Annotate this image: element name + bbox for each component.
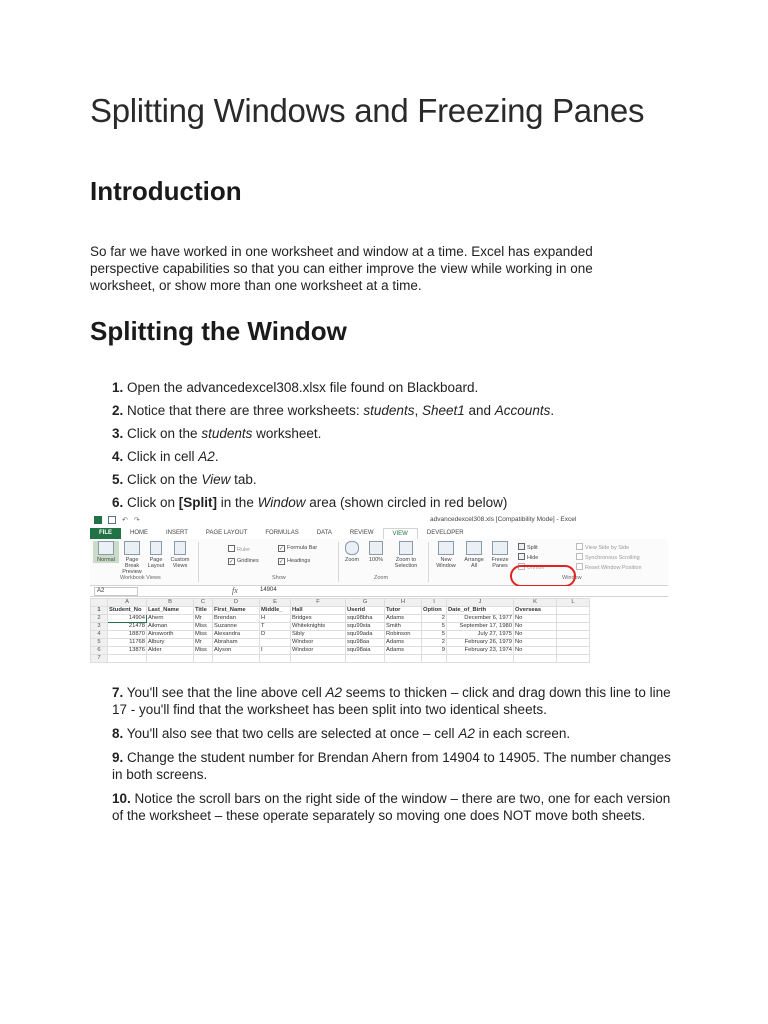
custom-views-button[interactable]: Custom Views [168, 541, 192, 569]
cell[interactable] [291, 655, 346, 663]
cell[interactable]: Alexandra [213, 631, 260, 639]
cell[interactable]: 5 [422, 623, 447, 631]
cell[interactable]: Last_Name [147, 607, 194, 615]
tab-view[interactable]: VIEW [383, 528, 418, 540]
formula-input[interactable]: 14904 [260, 587, 277, 593]
tab-review[interactable]: REVIEW [349, 530, 374, 536]
cell[interactable]: 2 [422, 639, 447, 647]
cell[interactable]: 21478 [108, 623, 147, 631]
tab-insert[interactable]: INSERT [166, 530, 188, 536]
cell[interactable]: Userid [346, 607, 385, 615]
cell[interactable]: Abraham [213, 639, 260, 647]
cell[interactable]: Adams [385, 647, 422, 655]
column-header[interactable]: G [346, 599, 385, 607]
cell[interactable]: Date_of_Birth [447, 607, 514, 615]
step-4: 4. Click in cell A2. [112, 449, 219, 464]
page-break-button[interactable]: Page Break Preview [120, 541, 144, 575]
table-row: 5 11768 Albury Mr Abraham Windsor squ98aa Adams 2 February 26, 1979 No [91, 639, 590, 647]
cell[interactable]: squ99sta [346, 623, 385, 631]
split-heading: Splitting the Window [90, 316, 347, 346]
cell[interactable]: Ainsworth [147, 631, 194, 639]
fx-icon[interactable]: fx [232, 586, 238, 595]
cell[interactable]: Brendan [213, 615, 260, 623]
cell[interactable]: Smith [385, 623, 422, 631]
cell[interactable]: Alyson [213, 647, 260, 655]
cell[interactable]: December 6, 1977 [447, 615, 514, 623]
column-header[interactable]: L [557, 599, 590, 607]
cell[interactable]: Miss [194, 647, 213, 655]
column-header[interactable]: E [260, 599, 291, 607]
reset-position-button[interactable]: Reset Window Position [576, 563, 642, 571]
cell[interactable] [260, 655, 291, 663]
unhide-button[interactable]: Unhide [518, 563, 544, 571]
cell[interactable] [447, 655, 514, 663]
steps-list-a [112, 380, 692, 518]
table-row: 4 18870 Ainsworth Miss Alexandra D Sibly squ99ada Robinson 5 July 27, 1975 No [91, 631, 590, 639]
zoom-selection-icon [399, 541, 413, 555]
spreadsheet-grid [90, 598, 590, 663]
cell[interactable]: Miss [194, 631, 213, 639]
ruler-checkbox[interactable]: Ruler [228, 545, 250, 553]
cell[interactable]: squ98aia [346, 647, 385, 655]
cell[interactable]: February 26, 1979 [447, 639, 514, 647]
column-headers [91, 599, 590, 607]
intro-heading: Introduction [90, 176, 242, 206]
step-3: 3. Click on the students worksheet. [112, 426, 322, 441]
undo-icon[interactable]: ↶ [122, 517, 128, 524]
cell[interactable]: Mr [194, 615, 213, 623]
cell[interactable] [147, 655, 194, 663]
table-row: 1 Student_No Last_Name Title First_Name Middle_ Hall Userid Tutor Option Date_of_Birth Overseas [91, 607, 590, 615]
excel-titlebar [90, 514, 668, 528]
cell[interactable]: Mr [194, 639, 213, 647]
headings-checkbox[interactable]: ✓ Headings [279, 558, 311, 565]
cell[interactable]: Adams [385, 615, 422, 623]
split-highlight-circle [510, 565, 576, 587]
step-5: 5. Click on the View tab. [112, 472, 257, 487]
cell[interactable]: September 17, 1980 [447, 623, 514, 631]
normal-view-button[interactable]: Normal [93, 541, 119, 563]
cell[interactable]: Bridges [291, 615, 346, 623]
cell[interactable]: Tutor [385, 607, 422, 615]
hide-button[interactable]: Hide [518, 553, 538, 561]
page-layout-icon [150, 541, 162, 555]
step-7: 7. You'll see that the line above cell A2 seems to thicken – click and drag down this line to line 17 - you'll find that the worksheet has been split into two identical sheets. [112, 685, 671, 717]
cell[interactable]: No [514, 647, 557, 655]
group-zoom: Zoom [374, 575, 389, 581]
cell[interactable] [422, 655, 447, 663]
zoom-100-button[interactable]: 100% [366, 541, 386, 563]
cell[interactable]: July 27, 1975 [447, 631, 514, 639]
cell[interactable]: 9 [422, 647, 447, 655]
formula-bar [90, 586, 668, 597]
cell[interactable]: 13876 [108, 647, 147, 655]
cell[interactable] [557, 639, 590, 647]
cell[interactable]: Windsor [291, 647, 346, 655]
column-header[interactable]: F [291, 599, 346, 607]
cell[interactable]: Option [422, 607, 447, 615]
normal-view-icon [98, 541, 114, 555]
cell[interactable]: Miss [194, 623, 213, 631]
cell[interactable]: Student_No [108, 607, 147, 615]
magnifier-icon [345, 541, 359, 555]
redo-icon[interactable]: ↷ [133, 517, 140, 524]
freeze-panes-button[interactable]: Freeze Panes [489, 541, 511, 569]
intro-paragraph: So far we have worked in one worksheet and window at a time. Excel has expanded perspective capabilities so that you can either improve the view while working in one worksheet, or show more than one worksheet at a time. [90, 244, 593, 293]
cell-a2[interactable]: 14904 [108, 615, 147, 623]
custom-views-icon [174, 541, 186, 555]
steps-list-b [112, 684, 672, 824]
cell[interactable] [557, 615, 590, 623]
cell[interactable] [557, 647, 590, 655]
step-9: 9. Change the student number for Brendan Ahern from 14904 to 14905. The number changes in both screens. [112, 750, 671, 782]
cell[interactable]: First_Name [213, 607, 260, 615]
tab-formulas[interactable]: FORMULAS [265, 530, 299, 536]
cell[interactable] [557, 631, 590, 639]
quick-access-toolbar [94, 516, 140, 524]
window-title: advancedexcel308.xls [Compatibility Mode] - Excel [430, 516, 577, 523]
cell[interactable]: Overseas [514, 607, 557, 615]
cell[interactable]: February 23, 1974 [447, 647, 514, 655]
step-6: 6. Click on [Split] in the Window area (shown circled in red below) [112, 495, 508, 510]
excel-screenshot [90, 514, 668, 661]
tab-developer[interactable]: DEVELOPER [426, 530, 464, 536]
arrange-all-icon [466, 541, 482, 555]
column-header[interactable]: I [422, 599, 447, 607]
cell[interactable] [194, 655, 213, 663]
cell[interactable]: 5 [422, 631, 447, 639]
column-header[interactable]: B [147, 599, 194, 607]
excel-logo-icon [94, 516, 102, 524]
tab-page-layout[interactable]: PAGE LAYOUT [205, 530, 248, 536]
name-box[interactable]: A2 [94, 587, 138, 596]
cell[interactable]: 18870 [108, 631, 147, 639]
cell[interactable]: Windsor [291, 639, 346, 647]
cell[interactable]: No [514, 631, 557, 639]
group-window: Window [562, 575, 582, 581]
table-row: 3 21478 Aikman Miss Suzanne T Whiteknights squ99sta Smith 5 September 17, 1980 No [91, 623, 590, 631]
new-window-button[interactable]: New Window [434, 541, 458, 569]
cell[interactable] [557, 623, 590, 631]
sync-scroll-button[interactable]: Synchronous Scrolling [576, 553, 640, 561]
cell[interactable]: No [514, 615, 557, 623]
split-button[interactable]: Split [518, 543, 538, 551]
cell[interactable]: 2 [422, 615, 447, 623]
page-title: Splitting Windows and Freezing Panes [90, 92, 645, 129]
cell[interactable]: T [260, 623, 291, 631]
ribbon-separator [428, 542, 429, 582]
tab-data[interactable]: DATA [316, 530, 332, 536]
cell[interactable]: 11768 [108, 639, 147, 647]
cell[interactable] [514, 655, 557, 663]
table-row: 7 [91, 655, 590, 663]
column-header[interactable]: C [194, 599, 213, 607]
formula-bar-checkbox[interactable]: ✓ Formula Bar [279, 545, 318, 552]
cell[interactable]: Alder [147, 647, 194, 655]
cell[interactable]: Sibly [291, 631, 346, 639]
page-break-icon [124, 541, 140, 555]
cell[interactable]: No [514, 639, 557, 647]
group-show: Show [272, 575, 286, 581]
cell[interactable]: I [260, 647, 291, 655]
cell[interactable] [108, 655, 147, 663]
column-header[interactable]: A [108, 599, 147, 607]
cell[interactable]: Whiteknights [291, 623, 346, 631]
cell[interactable] [260, 639, 291, 647]
cell[interactable] [557, 607, 590, 615]
cell[interactable]: Ahern [147, 615, 194, 623]
cell[interactable]: No [514, 623, 557, 631]
freeze-panes-icon [492, 541, 508, 555]
tab-file[interactable]: FILE [90, 528, 121, 539]
page-layout-button[interactable]: Page Layout [146, 541, 166, 569]
column-header[interactable]: J [447, 599, 514, 607]
cell[interactable]: squ98bha [346, 615, 385, 623]
group-workbook-views: Workbook Views [120, 575, 161, 581]
cell[interactable]: squ98aa [346, 639, 385, 647]
table-row: 2 14904 Ahern Mr Brendan H Bridges squ98bha Adams 2 December 6, 1977 No [91, 615, 590, 623]
tab-home[interactable]: HOME [130, 530, 148, 536]
zoom-selection-button[interactable]: Zoom to Selection [390, 541, 422, 569]
step-2: 2. Notice that there are three worksheets: students, Sheet1 and Accounts. [112, 403, 555, 418]
zoom-100-icon [369, 541, 383, 555]
cell[interactable]: Middle_ [260, 607, 291, 615]
cell[interactable] [213, 655, 260, 663]
cell[interactable]: Title [194, 607, 213, 615]
cell[interactable]: D [260, 631, 291, 639]
gridlines-checkbox[interactable]: ✓ Gridlines [229, 558, 259, 565]
table-row: 6 13876 Alder Miss Alyson I Windsor squ98aia Adams 9 February 23, 1974 No [91, 647, 590, 655]
cell[interactable] [346, 655, 385, 663]
ribbon-separator [198, 542, 199, 582]
cell[interactable]: Suzanne [213, 623, 260, 631]
cell[interactable]: H [260, 615, 291, 623]
cell[interactable]: Albury [147, 639, 194, 647]
cell[interactable] [557, 655, 590, 663]
save-icon[interactable] [108, 516, 116, 524]
cell[interactable]: Adams [385, 639, 422, 647]
cell[interactable]: Aikman [147, 623, 194, 631]
column-header[interactable]: D [213, 599, 260, 607]
step-1: 1. Open the advancedexcel308.xlsx file found on Blackboard. [112, 380, 479, 395]
cell[interactable]: Robinson [385, 631, 422, 639]
step-10: 10. Notice the scroll bars on the right side of the window – there are two, one for each version of the worksheet – these operate separately so moving one does NOT move both sheets. [112, 791, 671, 823]
ribbon-separator [338, 542, 339, 582]
step-8: 8. You'll also see that two cells are selected at once – cell A2 in each screen. [112, 726, 571, 741]
column-header[interactable]: H [385, 599, 422, 607]
zoom-button[interactable]: Zoom [342, 541, 362, 563]
cell[interactable]: Hall [291, 607, 346, 615]
cell[interactable]: squ99ada [346, 631, 385, 639]
arrange-all-button[interactable]: Arrange All [462, 541, 486, 569]
cell[interactable] [385, 655, 422, 663]
side-by-side-button[interactable]: View Side by Side [576, 543, 629, 551]
column-header[interactable]: K [514, 599, 557, 607]
ribbon [90, 539, 668, 586]
new-window-icon [438, 541, 454, 555]
